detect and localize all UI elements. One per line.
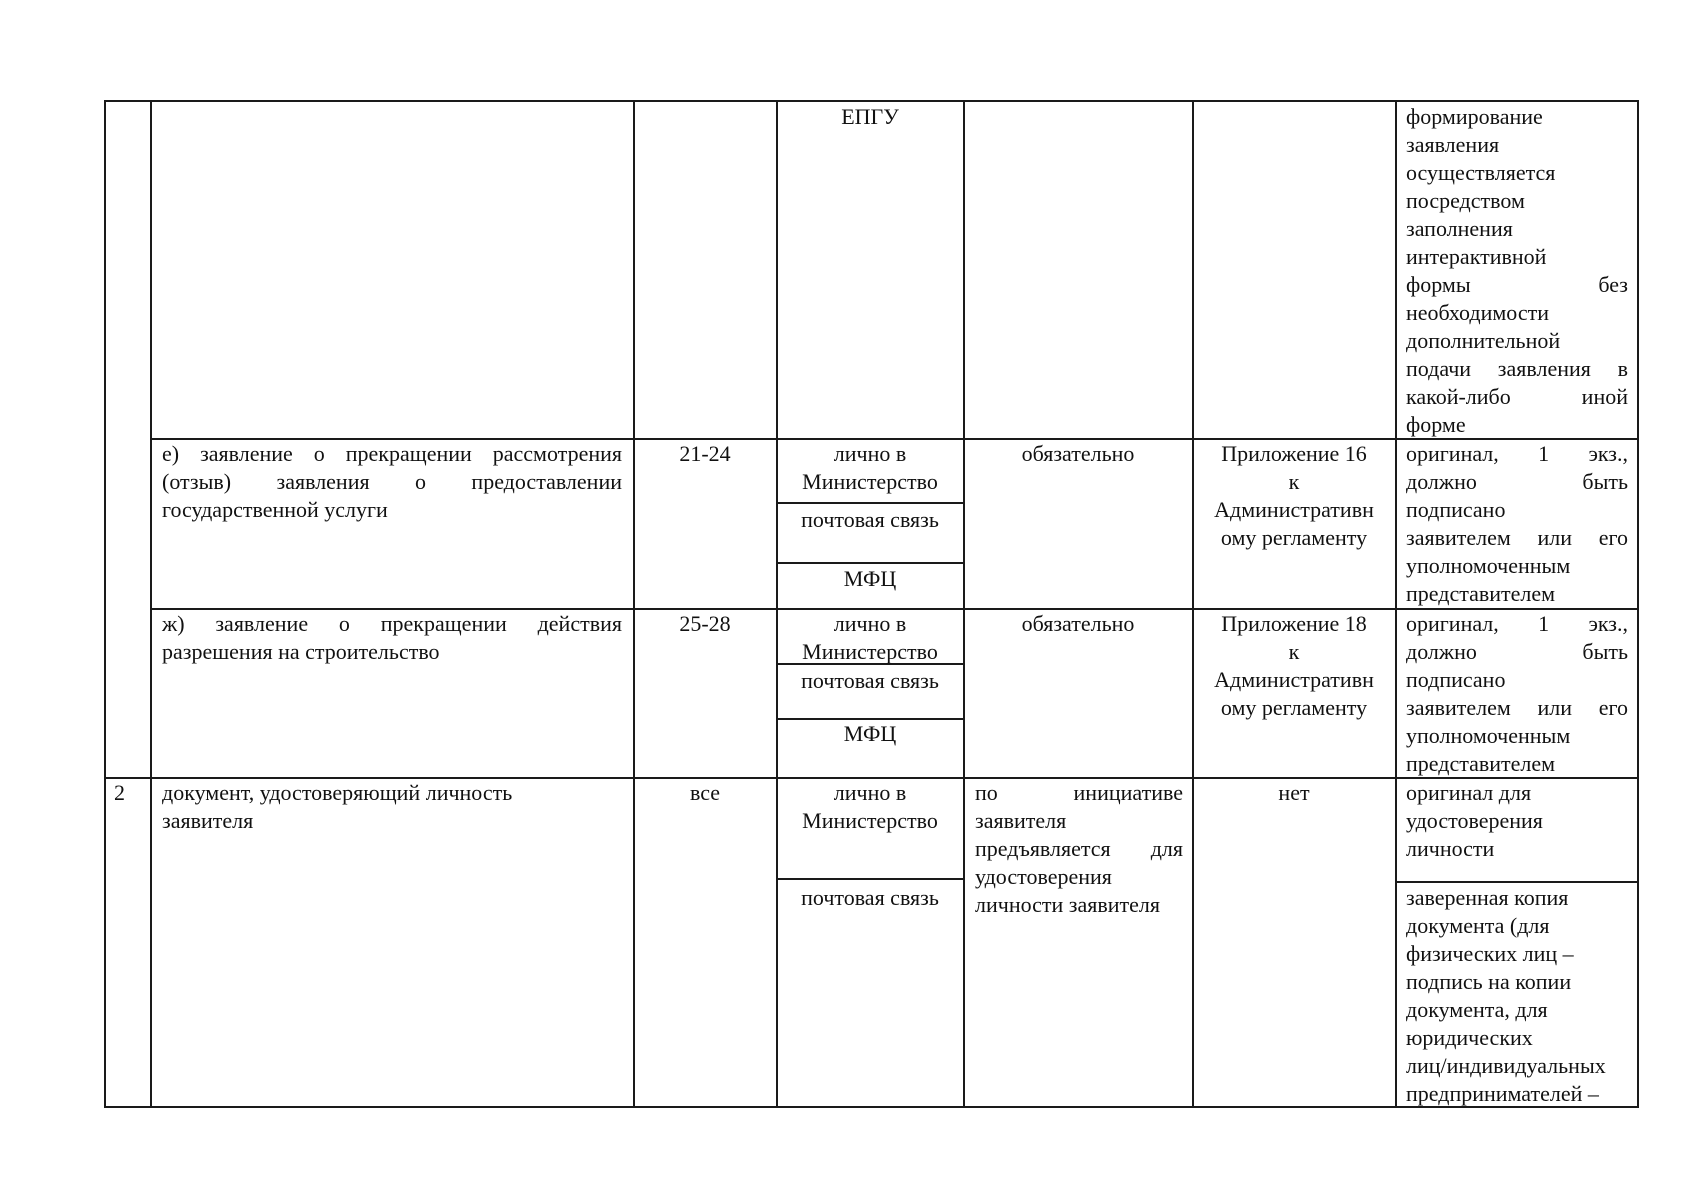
name-line: разрешения на строительство	[162, 639, 440, 664]
name-line: заявителя	[162, 808, 254, 833]
requirement-2	[975, 779, 1183, 919]
note-line: оригинал, 1 экз.,	[1406, 441, 1628, 466]
requirement-line: удостоверения	[975, 864, 1112, 889]
channel-epgu: ЕПГУ	[841, 104, 899, 129]
form-line: Административн	[1214, 667, 1374, 692]
note-line: документа, для	[1406, 997, 1548, 1022]
note-line: необходимости	[1406, 300, 1550, 325]
note-line: дополнительной	[1406, 328, 1561, 353]
row-number: 2	[114, 780, 125, 805]
note-line: физических лиц –	[1406, 941, 1574, 966]
note-line: оригинал для	[1406, 780, 1532, 805]
name-line: ж) заявление о прекращении действия	[162, 611, 622, 636]
note-line: представителем	[1406, 751, 1556, 776]
channel-in-person-zh	[778, 610, 962, 666]
channel-post-e: почтовая связь	[801, 507, 939, 532]
note-line: подписано	[1406, 497, 1506, 522]
note-line: уполномоченным	[1406, 553, 1571, 578]
note-original-2	[1406, 779, 1628, 863]
note-line: подачи заявления в	[1406, 356, 1628, 381]
note-line: заявителем или его	[1406, 695, 1628, 720]
note-line: юридических	[1406, 1025, 1533, 1050]
note-line: заявителем или его	[1406, 525, 1628, 550]
channel-in-person-2	[778, 779, 962, 835]
name-line: (отзыв) заявления о предоставлении	[162, 469, 622, 494]
note-line: посредством	[1406, 188, 1525, 213]
note-line: формирование	[1406, 104, 1543, 129]
requirement-line: предъявляется для	[975, 836, 1183, 861]
form-line: к	[1288, 639, 1300, 664]
form-ref-e	[1194, 440, 1394, 552]
note-line: подпись на копии	[1406, 969, 1572, 994]
form-line: Приложение 18	[1221, 611, 1367, 636]
form-line: ому регламенту	[1220, 695, 1368, 720]
name-line: документ, удостоверяющий личность	[162, 780, 513, 805]
form-line: к	[1288, 469, 1300, 494]
note-line: подписано	[1406, 667, 1506, 692]
requirement-line: заявителя	[975, 808, 1067, 833]
channel-post-zh: почтовая связь	[801, 668, 939, 693]
channel-line: лично в	[833, 441, 907, 466]
note-line: должно быть	[1406, 639, 1628, 664]
channel-line: Министерство	[802, 469, 938, 494]
note-copy-2	[1406, 884, 1628, 1108]
pages-2: все	[689, 780, 721, 805]
requirement-line: личности заявителя	[975, 892, 1161, 917]
form-line: ому регламенту	[1220, 525, 1368, 550]
form-ref-2: нет	[1278, 780, 1310, 805]
requirement-zh: обязательно	[1021, 611, 1135, 636]
note-line: интерактивной	[1406, 244, 1547, 269]
note-line: форме	[1406, 412, 1466, 437]
channel-line: Министерство	[802, 639, 938, 664]
note-line: заверенная копия	[1406, 885, 1569, 910]
name-line: е) заявление о прекращении рассмотрения	[162, 441, 622, 466]
channel-post-2: почтовая связь	[801, 885, 939, 910]
note-line: должно быть	[1406, 469, 1628, 494]
note-line: представителем	[1406, 581, 1556, 606]
name-line: государственной услуги	[162, 497, 388, 522]
channel-mfc-zh: МФЦ	[843, 721, 897, 746]
channel-mfc-e: МФЦ	[843, 566, 897, 591]
form-ref-zh	[1194, 610, 1394, 722]
note-line: заполнения	[1406, 216, 1513, 241]
pages-e: 21-24	[679, 441, 731, 466]
document-name-e	[162, 440, 622, 524]
note-zh	[1406, 610, 1628, 778]
channel-line: лично в	[833, 780, 907, 805]
form-line: Приложение 16	[1221, 441, 1367, 466]
channel-line: лично в	[833, 611, 907, 636]
requirement-line: по инициативе	[975, 780, 1183, 805]
note-line: документа (для	[1406, 913, 1550, 938]
note-line: лиц/индивидуальных	[1406, 1053, 1606, 1078]
note-epgu	[1406, 103, 1628, 439]
form-line: Административн	[1214, 497, 1374, 522]
note-line: личности	[1406, 836, 1495, 861]
note-line: удостоверения	[1406, 808, 1543, 833]
document-name-zh	[162, 610, 622, 666]
channel-line: Министерство	[802, 808, 938, 833]
channel-in-person-e	[778, 440, 962, 496]
document-name-2	[162, 779, 622, 835]
note-line: уполномоченным	[1406, 723, 1571, 748]
note-line: заявления	[1406, 132, 1500, 157]
note-line: какой-либо иной	[1406, 384, 1628, 409]
note-line: оригинал, 1 экз.,	[1406, 611, 1628, 636]
note-e	[1406, 440, 1628, 608]
requirement-e: обязательно	[1021, 441, 1135, 466]
pages-zh: 25-28	[679, 611, 731, 636]
note-line: предпринимателей –	[1406, 1081, 1599, 1106]
note-line: осуществляется	[1406, 160, 1556, 185]
note-line: формы без	[1406, 272, 1628, 297]
